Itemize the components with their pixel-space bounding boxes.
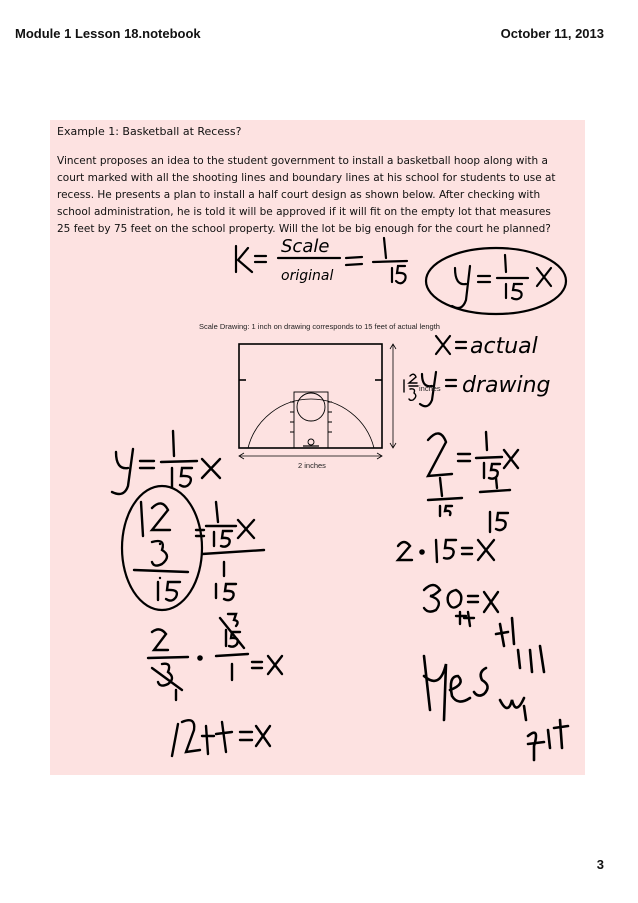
handwritten-mixed-number-label bbox=[404, 374, 418, 400]
circled-equation-oval bbox=[426, 248, 566, 314]
handwritten-left-equations bbox=[112, 431, 282, 756]
handwritten-drawing: drawing bbox=[462, 373, 551, 398]
handwritten-scale: Scale bbox=[281, 236, 330, 257]
handwritten-direct-variation bbox=[452, 255, 551, 308]
handwritten-conclusion bbox=[424, 618, 568, 760]
handwritten-right-equations bbox=[398, 432, 518, 626]
example-body: Vincent proposes an idea to the student government to install a basketball hoop along with a court marked with all the shooting lines and boundary lines at his school for students to use at recess. He presents a plan to install a half court design as shown below. After checking with school administration, he is told it will be approved if it will fit on the empty lot that measures 25 feet by 75 feet on the school property. Will the lot be big enough for the court he planned? bbox=[57, 155, 556, 235]
handwritten-variable-definitions bbox=[420, 336, 466, 406]
width-label: 2 inches bbox=[298, 461, 326, 470]
scale-drawing-caption: Scale Drawing: 1 inch on drawing corresponds to 15 feet of actual length bbox=[199, 322, 440, 331]
example-title: Example 1: Basketball at Recess? bbox=[57, 125, 242, 138]
notebook-date: October 11, 2013 bbox=[500, 26, 604, 41]
height-label: inches bbox=[419, 384, 441, 393]
page-number: 3 bbox=[596, 857, 604, 872]
notebook-title: Module 1 Lesson 18.notebook bbox=[15, 26, 201, 41]
court-diagram bbox=[239, 344, 382, 448]
handwritten-actual: actual bbox=[470, 334, 538, 359]
width-dimension-arrow bbox=[239, 453, 382, 459]
handwritten-original: original bbox=[281, 268, 334, 284]
height-dimension-arrow bbox=[390, 344, 396, 448]
